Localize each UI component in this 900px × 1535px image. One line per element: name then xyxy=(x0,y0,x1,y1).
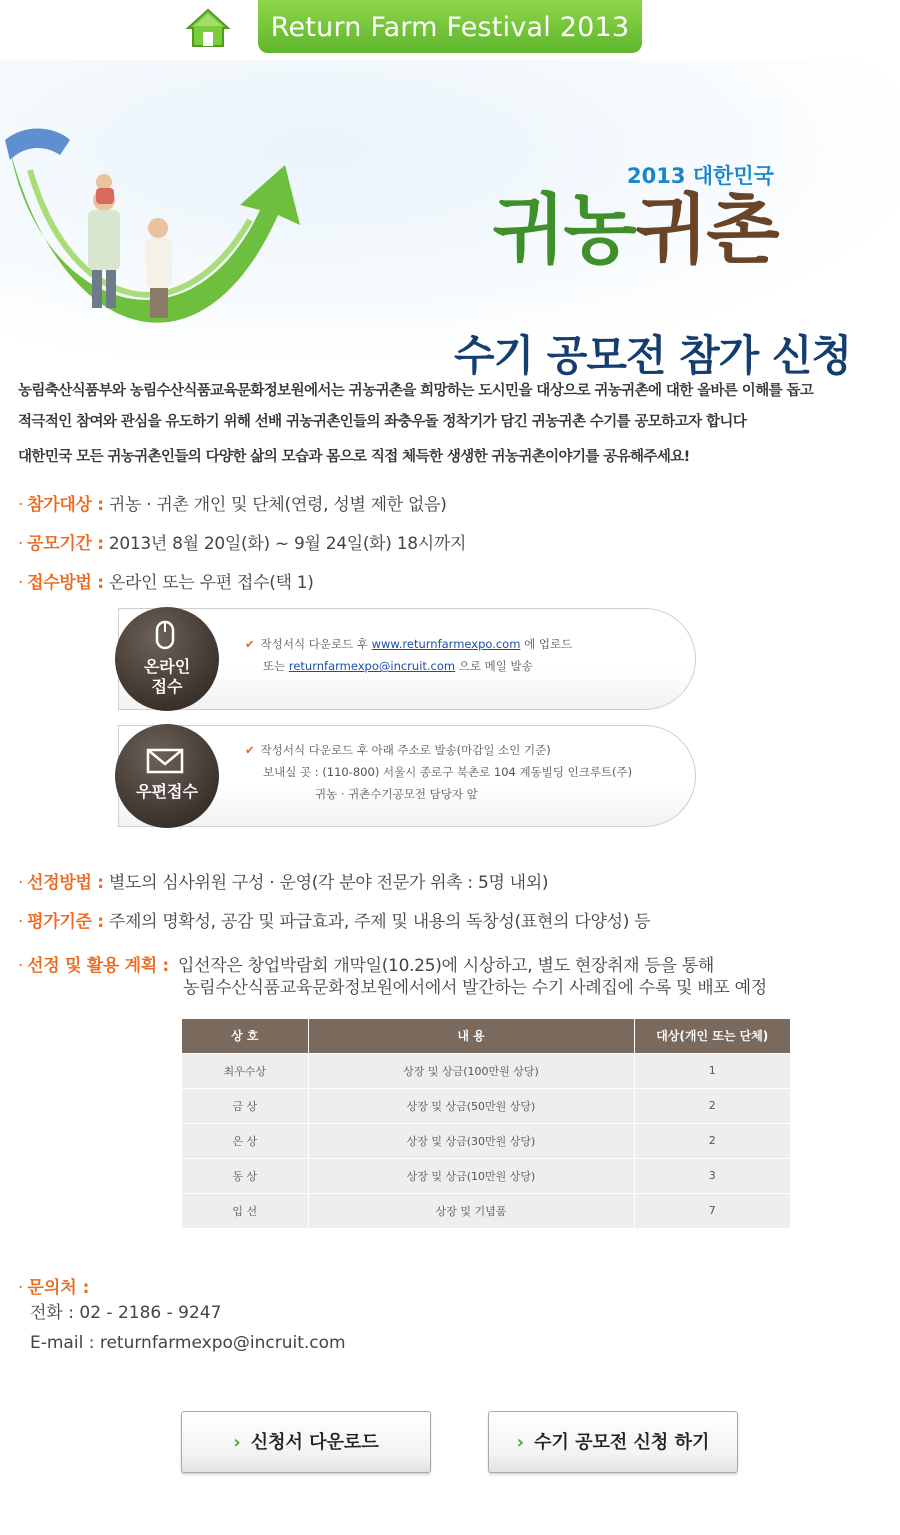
envelope-icon xyxy=(145,744,185,778)
table-header-row xyxy=(182,1019,790,1053)
criteria-value: 주제의 명확성, 공감 및 파급효과, 주제 및 내용의 독창성(표현의 다양성) 등 xyxy=(108,912,651,932)
count-cell: 1 xyxy=(634,1053,790,1088)
plan-row-2 xyxy=(183,973,767,998)
plan-line-1: 입선작은 창업박람회 개막일(10.25)에 시상하고, 별도 현장취재 등을 통해 xyxy=(178,956,715,976)
period-label: 공모기간 : xyxy=(27,534,104,554)
festival-title-tab[interactable]: Return Farm Festival 2013 xyxy=(258,0,642,53)
mouse-icon xyxy=(145,619,185,653)
table-row xyxy=(182,1193,790,1228)
award-cell: 동 상 xyxy=(182,1158,308,1193)
online-line-1 xyxy=(245,633,572,655)
contact-email[interactable]: E-mail : returnfarmexpo@incruit.com xyxy=(30,1333,346,1353)
contact-phone: 전화 : 02 - 2186 - 9247 xyxy=(30,1303,222,1323)
post-line-1 xyxy=(245,739,632,761)
top-bar xyxy=(0,0,900,60)
selection-method-value: 별도의 심사위원 구성 · 운영(각 분야 전문가 위촉 : 5명 내외) xyxy=(108,873,549,893)
online-line-2 xyxy=(245,655,572,677)
award-cell: 최우수상 xyxy=(182,1053,308,1088)
table-row xyxy=(182,1053,790,1088)
plan-line-2: 농림수산식품교육문화정보원에서에서 발간하는 수기 사례집에 수록 및 배포 예정 xyxy=(183,978,767,998)
intro-line-3: 대한민국 모든 귀농귀촌인들의 다양한 삶의 모습과 몸으로 직접 체득한 생생한 귀농귀촌이야기를 공유해주세요! xyxy=(18,449,690,465)
award-cell: 금 상 xyxy=(182,1088,308,1123)
award-cell: 입 선 xyxy=(182,1193,308,1228)
column-header-award: 상 호 xyxy=(182,1019,308,1053)
post-line1-text: 작성서식 다운로드 후 아래 주소로 발송(마감일 소인 기준) xyxy=(260,743,551,757)
column-header-count: 대상(개인 또는 단체) xyxy=(634,1019,790,1053)
hero-logo-part2: 귀촌 xyxy=(634,185,778,274)
method-label: 접수방법 : xyxy=(27,573,104,593)
target-value: 귀농 · 귀촌 개인 및 단체(연령, 성별 제한 없음) xyxy=(108,495,447,515)
bullet-dot: · xyxy=(18,1278,24,1298)
method-value: 온라인 또는 우편 접수(택 1) xyxy=(108,573,314,593)
bullet-dot: · xyxy=(18,912,24,932)
online-line2-prefix: 또는 xyxy=(263,659,286,673)
count-cell: 7 xyxy=(634,1193,790,1228)
apply-contest-label: 수기 공모전 신청 하기 xyxy=(534,1432,710,1453)
contact-label: 문의처 : xyxy=(27,1278,90,1298)
online-badge-line-1: 온라인 xyxy=(143,657,191,676)
content-cell: 상장 및 상금(100만원 상당) xyxy=(308,1053,634,1088)
download-form-label: 신청서 다운로드 xyxy=(250,1432,379,1453)
download-form-button[interactable] xyxy=(181,1411,431,1473)
online-instructions xyxy=(245,633,572,677)
method-row xyxy=(18,568,314,593)
post-instructions xyxy=(245,739,632,805)
column-header-content: 내 용 xyxy=(308,1019,634,1053)
post-badge-label: 우편접수 xyxy=(136,782,198,801)
selection-method-row xyxy=(18,868,548,893)
table-row xyxy=(182,1158,790,1193)
post-line-3: 귀농 · 귀촌수기공모전 담당자 앞 xyxy=(315,787,478,801)
criteria-label: 평가기준 : xyxy=(27,912,104,932)
hero-year-label: 2013 대한민국 xyxy=(627,164,774,188)
content-cell: 상장 및 상금(30만원 상당) xyxy=(308,1123,634,1158)
home-icon[interactable] xyxy=(186,6,230,50)
target-row xyxy=(18,490,447,515)
hero-banner xyxy=(0,60,900,380)
count-cell: 3 xyxy=(634,1158,790,1193)
content-cell: 상장 및 상금(10만원 상당) xyxy=(308,1158,634,1193)
online-badge xyxy=(115,607,219,711)
target-label: 참가대상 : xyxy=(27,495,104,515)
contact-section xyxy=(18,1273,346,1358)
online-line1-suffix: 에 업로드 xyxy=(524,637,573,651)
content-cell: 상장 및 기념품 xyxy=(308,1193,634,1228)
content-cell: 상장 및 상금(50만원 상당) xyxy=(308,1088,634,1123)
homepage-link[interactable]: www.returnfarmexpo.com xyxy=(371,637,521,651)
table-row xyxy=(182,1123,790,1158)
intro-line-2: 적극적인 참여와 관심을 유도하기 위해 선배 귀농귀촌인들의 좌충우돌 정착기가 담긴 귀농귀촌 수기를 공모하고자 합니다 xyxy=(18,414,747,430)
bullet-dot: · xyxy=(18,873,24,893)
prize-table xyxy=(182,1019,790,1228)
online-line2-suffix: 으로 메일 발송 xyxy=(458,659,533,673)
period-value: 2013년 8월 20일(화) ~ 9월 24일(화) 18시까지 xyxy=(108,534,467,554)
bullet-dot: · xyxy=(18,495,24,515)
check-icon: ✔ xyxy=(245,637,255,651)
online-badge-line-2: 접수 xyxy=(151,677,183,696)
hero-logo xyxy=(492,180,778,280)
hero-subtitle: 수기 공모전 참가 신청 xyxy=(454,331,852,380)
post-badge xyxy=(115,724,219,828)
online-line1-prefix: 작성서식 다운로드 후 xyxy=(260,637,368,651)
bullet-dot: · xyxy=(18,573,24,593)
selection-method-label: 선정방법 : xyxy=(27,873,104,893)
period-row xyxy=(18,529,466,554)
bullet-dot: · xyxy=(18,534,24,554)
count-cell: 2 xyxy=(634,1088,790,1123)
count-cell: 2 xyxy=(634,1123,790,1158)
online-submission-box xyxy=(118,608,696,710)
contact-heading xyxy=(18,1273,346,1298)
bullet-dot: · xyxy=(18,956,24,976)
hero-logo-part1: 귀농 xyxy=(492,185,635,274)
check-icon: ✔ xyxy=(245,743,255,757)
intro-line-1: 농림축산식품부와 농림수산식품교육문화정보원에서는 귀농귀촌을 희망하는 도시민을 대상으로 귀농귀촌에 대한 올바른 이해를 돕고 xyxy=(18,383,814,399)
post-submission-box xyxy=(118,725,696,827)
intro-text xyxy=(18,376,878,473)
family-arrow-illustration xyxy=(0,110,320,370)
table-row xyxy=(182,1088,790,1123)
plan-label: 선정 및 활용 계획 : xyxy=(27,956,169,976)
apply-contest-button[interactable] xyxy=(488,1411,738,1473)
email-link[interactable]: returnfarmexpo@incruit.com xyxy=(288,659,456,673)
chevron-right-icon: › xyxy=(516,1432,525,1453)
post-line-2: 보내실 곳 : (110-800) 서울시 종로구 북촌로 104 계동빌딩 인크루트(주) xyxy=(263,765,633,779)
chevron-right-icon: › xyxy=(233,1432,241,1453)
award-cell: 은 상 xyxy=(182,1123,308,1158)
criteria-row xyxy=(18,907,650,932)
